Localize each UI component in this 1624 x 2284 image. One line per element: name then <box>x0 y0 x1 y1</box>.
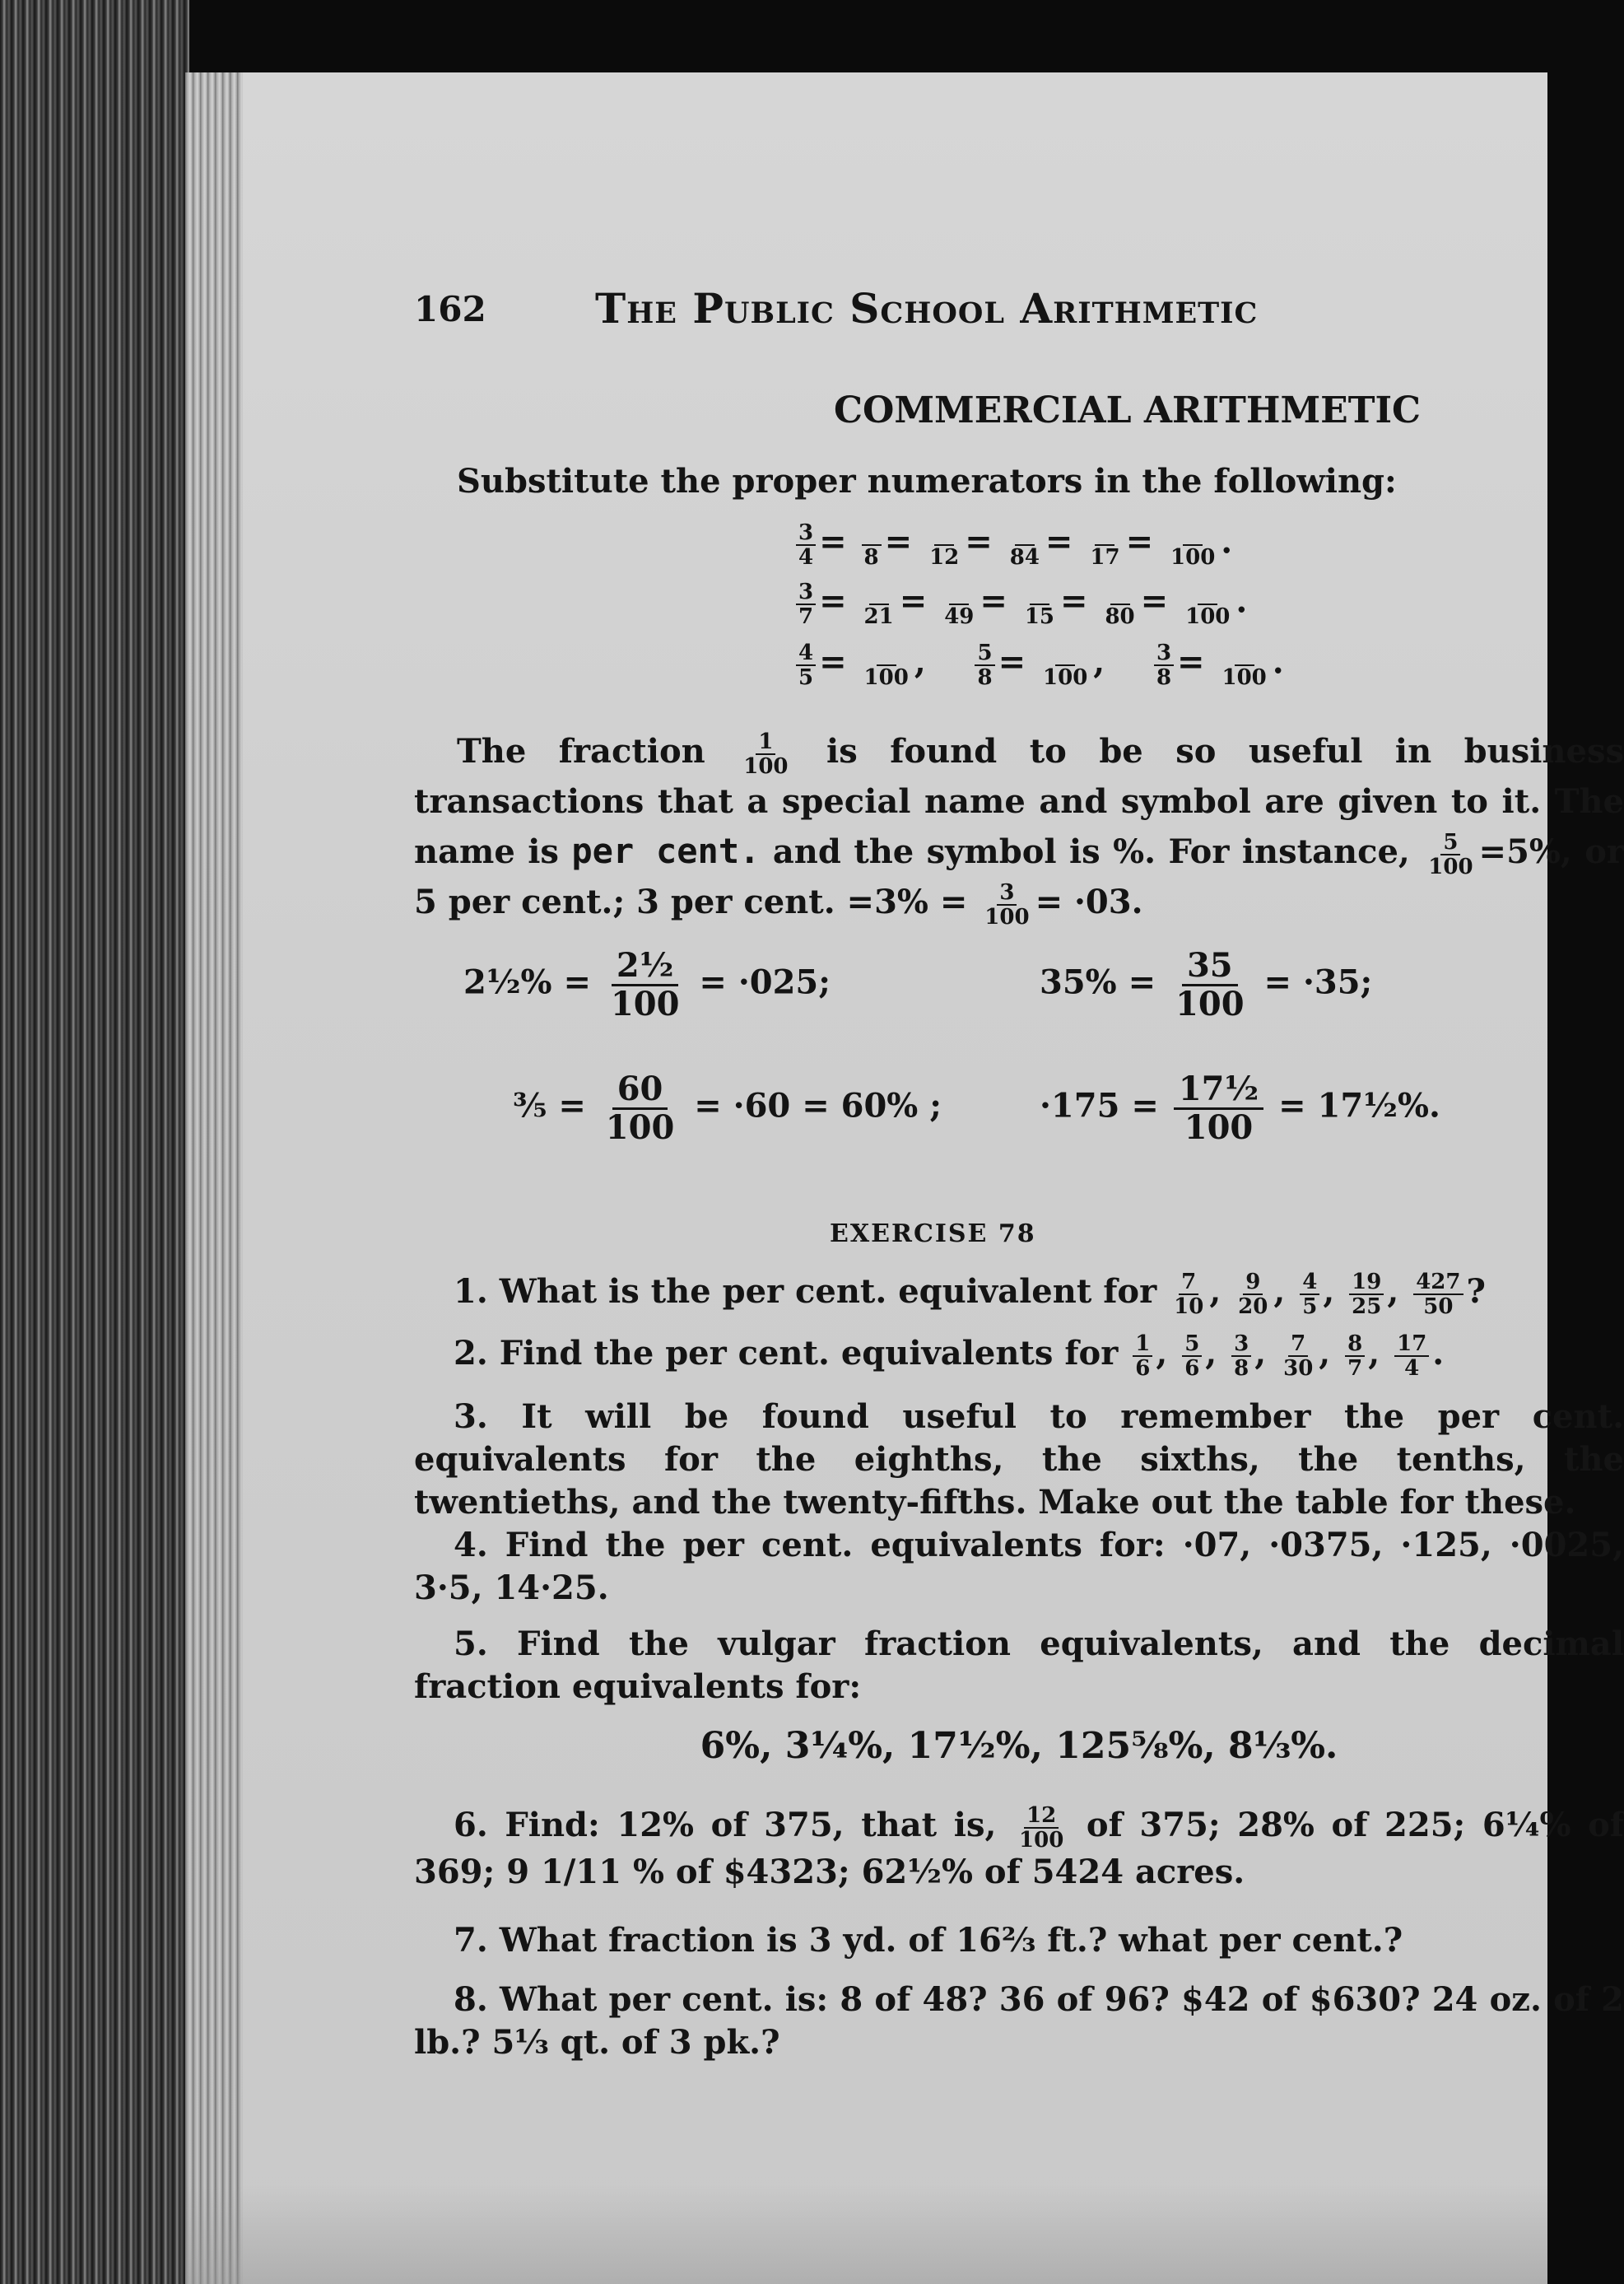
instruction-text: Substitute the proper numerators in the following: <box>457 462 1397 501</box>
fraction-row-3: $\frac{4}{5}$ = 100 , $\frac{5}{8}$ = 100 , $\frac{3}{8}$ = 100 . <box>793 641 1284 688</box>
example-4: ·175 = $\frac{\text{17½}}{100}$ = 17½%. <box>1040 1070 1440 1147</box>
problem-3: 3. It will be found useful to remember the per cent. equivalents for the eighths, the sixths, the tenths, the twentieths, and the twenty-fifths. Make out the table for these. <box>414 1397 1624 1522</box>
book-spine-edge <box>0 0 189 2284</box>
page-number: 162 <box>414 289 486 329</box>
problem-7: 7. What fraction is 3 yd. of 16⅔ ft.? what per cent.? <box>454 1921 1403 1960</box>
intro-paragraph: The fraction $\frac{1}{100}$ is found to be so useful in business transactions that a special name and symbol are given to it. The name is per cent. and the symbol is %. For instance, $\frac{5}{100}$ =5%, or 5 per cent.; 3 per cent. =3% = $\frac{3}{100}$ = ·03. <box>414 729 1624 930</box>
problem-2: 2. Find the per cent. equivalents for $\frac{1}{6}$ , $\frac{5}{6}$ , $\frac{3}{8}$ , $\frac{7}{30}$ , $\frac{8}{7}$ , $\frac{17}{4}$ . <box>454 1331 1445 1381</box>
fraction-row-1: $\frac{3}{4}$ = 8 = 12 = 84 = 17 = 100 . <box>793 521 1232 568</box>
problem-1: 1. What is the per cent. equivalent for $\frac{7}{10}$ , $\frac{9}{20}$ , $\frac{4}{5}$ , $\frac{19}{25}$ , $\frac{427}{50}$ ? <box>454 1270 1486 1319</box>
problem-8: 8. What per cent. is: 8 of 48? 36 of 96? $42 of $630? 24 oz. of 2 lb.? 5⅓ qt. of 3 pk.? <box>414 1980 1624 2062</box>
per-cent-term: per cent. <box>571 831 761 871</box>
section-title: COMMERCIAL ARITHMETIC <box>834 389 1422 431</box>
example-2: 35% = $\frac{35}{100}$ = ·35; <box>1040 946 1373 1023</box>
book-page <box>185 72 1624 2284</box>
problem-6: 6. Find: 12% of 375, that is, $\frac{12}{100}$ of 375; 28% of 225; 6¼% of 369; 9 1/11 % of $4323; 62½% of 5424 acres. <box>414 1803 1624 1891</box>
problem-5: 5. Find the vulgar fraction equivalents, and the decimal fraction equivalents for: <box>414 1624 1624 1706</box>
problem-4: 4. Find the per cent. equivalents for: ·07, ·0375, ·125, ·0025, 3·5, 14·25. <box>414 1526 1624 1607</box>
exercise-heading: EXERCISE 78 <box>830 1219 1036 1248</box>
example-1: 2½% = $\frac{\text{2½}}{100}$ = ·025; <box>463 946 831 1023</box>
example-3: ⅗ = $\frac{60}{100}$ = ·60 = 60% ; <box>513 1070 942 1147</box>
fraction-row-2: $\frac{3}{7}$ = 21 = 49 = 15 = 80 = 100 . <box>793 580 1247 627</box>
running-title: The Public School Arithmetic <box>595 284 1259 333</box>
problem-5-values: 6%, 3¼%, 17½%, 125⅝%, 8⅓%. <box>700 1725 1338 1767</box>
